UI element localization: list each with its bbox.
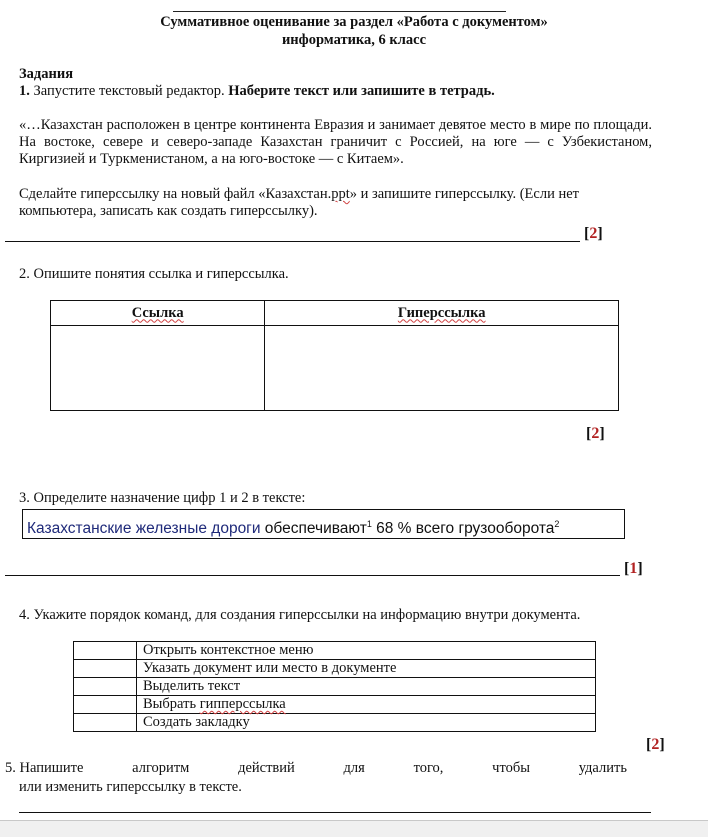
task1-file-extension: ppt — [331, 186, 350, 202]
task4-score: [2] — [646, 736, 665, 753]
task3-score: [1] — [624, 560, 643, 577]
task4-text: 4. Укажите порядок команд, для создания гиперссылки на информацию внутри документа. — [19, 607, 581, 623]
link-answer-cell[interactable] — [51, 326, 265, 411]
task3-answer-line[interactable] — [5, 575, 620, 576]
footnote-2: 2 — [554, 519, 560, 529]
tasks-heading: Задания — [19, 66, 74, 82]
task5-answer-line[interactable] — [19, 812, 651, 813]
command-cell: Выбрать гипперссылка — [137, 696, 596, 714]
page-bottom-bar — [0, 820, 708, 837]
task2-score: [2] — [586, 425, 605, 442]
table-row — [74, 660, 596, 678]
hyperlink-answer-cell[interactable] — [265, 326, 619, 411]
task3-example-box: Казахстанские железные дороги обеспечивают$^1$ 68 % всего грузооборота$^2$ — [22, 509, 625, 539]
command-cell: Указать документ или место в документе — [137, 660, 596, 678]
task3-text: 3. Определите назначение цифр 1 и 2 в тексте: — [19, 490, 306, 506]
task4-table — [73, 641, 596, 732]
document-title: Суммативное оценивание за раздел «Работа с документом» — [160, 14, 548, 30]
header-rule — [173, 11, 506, 12]
order-cell[interactable] — [74, 714, 137, 732]
footnote-1: 1 — [366, 519, 372, 529]
order-cell[interactable] — [74, 696, 137, 714]
order-cell[interactable] — [74, 660, 137, 678]
task1-quote: «…Казахстан расположен в центре континента Евразия и занимает девятое место в мире по площади. На востоке, севере и северо-западе Казахстан граничит с Россией, на юге — с Узбекистаном, Киргизией и Туркменистаном, а на юго-востоке — с Китаем». — [19, 117, 652, 167]
table-header-hyperlink: Гиперссылка — [265, 301, 619, 326]
task1-instruction — [19, 83, 495, 100]
task1-score: [2] — [584, 225, 603, 242]
command-cell: Выделить текст — [137, 678, 596, 696]
table-header-link: Ссылка — [51, 301, 265, 326]
table-row — [74, 696, 596, 714]
task1-hyperlink-task — [19, 186, 649, 220]
task2-table — [50, 300, 619, 411]
task1-instruction-plain: Запустите текстовый редактор. — [33, 83, 225, 99]
task5-line2: или изменить гиперссылку в тексте. — [19, 779, 242, 795]
task2-text: 2. Опишите понятия ссылка и гиперссылка. — [19, 266, 289, 282]
command-cell: Создать закладку — [137, 714, 596, 732]
example-blue-text: Казахстанские железные дороги — [27, 520, 261, 537]
order-cell[interactable] — [74, 678, 137, 696]
command-cell: Открыть контекстное меню — [137, 642, 596, 660]
task1-hyperlink-text-2: » и запишите гиперссылку. (Если нет компьютера, записать как создать гиперссылку). — [19, 186, 579, 219]
task1-hyperlink-text-1: Сделайте гиперссылку на новый файл «Казахстан. — [19, 186, 332, 202]
table-row — [74, 678, 596, 696]
order-cell[interactable] — [74, 642, 137, 660]
task1-answer-line[interactable] — [5, 241, 580, 242]
document-subtitle: информатика, 6 класс — [281, 32, 427, 48]
table-row — [74, 714, 596, 732]
table-row — [74, 642, 596, 660]
task5-line1: 5. Напишите алгоритм действий для того, чтобы удалить — [5, 760, 627, 776]
task1-instruction-bold: Наберите текст или запишите в тетрадь. — [228, 83, 495, 99]
task1-number: 1. — [19, 83, 30, 99]
